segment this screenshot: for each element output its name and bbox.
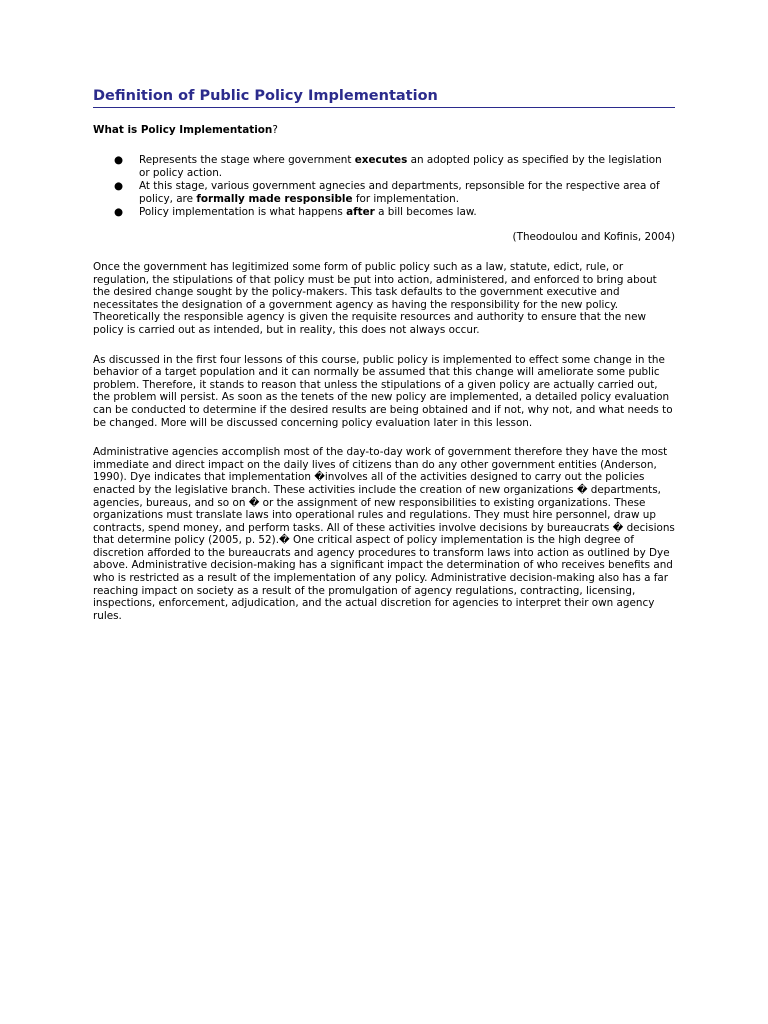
document-content xyxy=(93,86,675,622)
bullet-text: Represents the stage where government xyxy=(139,154,355,166)
bullet-emphasis: after xyxy=(346,206,375,218)
list-item xyxy=(93,206,675,219)
page-title: Definition of Public Policy Implementation xyxy=(93,86,675,108)
bullet-list xyxy=(93,154,675,219)
section-question xyxy=(93,124,675,137)
bullet-text: a bill becomes law. xyxy=(374,206,477,218)
body-paragraph: Once the government has legitimized some form of public policy such as a law, statute, edict, rule, or regulation, the stipulations of that policy must be put into action, administered, and enforced to bring about the desired change sought by the policy-makers. This task defaults to the government executive and necessitates the designation of a government agency as having the responsibility for the new policy. Theoretically the responsible agency is given the requisite resources and authority to ensure that the new policy is carried out as intended, but in reality, this does not always occur. xyxy=(93,261,657,336)
list-item xyxy=(93,180,675,206)
bullet-icon: ● xyxy=(114,180,124,192)
bullet-text: an adopted policy as specified by the legislation or policy action. xyxy=(139,154,662,179)
bullet-text: for implementation. xyxy=(352,193,460,205)
question-bold: What is Policy Implementation xyxy=(93,124,273,136)
bullet-icon: ● xyxy=(114,206,124,218)
body-paragraph: As discussed in the first four lessons of this course, public policy is implemented to effect some change in the behavior of a target population and it can normally be assumed that this change will ameliorate some public problem. Therefore, it stands to reason that unless the stipulations of a given policy are actually carried out, the problem will persist. As soon as the tenets of the new policy are implemented, a detailed policy evaluation can be conducted to determine if the desired results are being obtained and if not, why not, and what needs to be changed. More will be discussed concerning policy evaluation later in this lesson. xyxy=(93,353,673,429)
bullet-text: Policy implementation is what happens xyxy=(139,206,347,218)
body-paragraph: Administrative agencies accomplish most of the day-to-day work of government therefore they have the most immediate and direct impact on the daily lives of citizens than do any other government entities (Anderson, 1990). Dye indicates that implementation �involves all of the activities designed to carry out the policies enacted by the legislative branch. These activities include the creation of new organizations � departments, agencies, bureaus, and so on � or the assignment of new responsibilities to existing organizations. These organizations must translate laws into operational rules and regulations. They must hire personnel, draw up contracts, spend money, and perform tasks. All of these activities involve decisions by bureaucrats � decisions that determine policy (2005, p. 52).� One critical aspect of policy implementation is the high degree of discretion afforded to the bureaucrats and agency procedures to transform laws into action as outlined by Dye above. Administrative decision-making has a significant impact the determination of who receives benefits and who is restricted as a result of the implementation of any policy. Administrative decision-making also has a far reaching impact on society as a result of the promulgation of agency regulations, contracting, licensing, inspections, enforcement, adjudication, and the actual discretion for agencies to interpret their own agency rules. xyxy=(93,446,675,622)
bullet-icon: ● xyxy=(114,154,124,166)
question-tail: ? xyxy=(272,124,278,136)
citation: (Theodoulou and Kofinis, 2004) xyxy=(512,231,675,243)
list-item xyxy=(93,154,675,180)
bullet-emphasis: executes xyxy=(354,154,408,166)
bullet-text: At this stage, various government agnecies and departments, repsonsible for the respective area of policy, are xyxy=(139,180,660,205)
bullet-emphasis: formally made responsible xyxy=(196,193,353,205)
